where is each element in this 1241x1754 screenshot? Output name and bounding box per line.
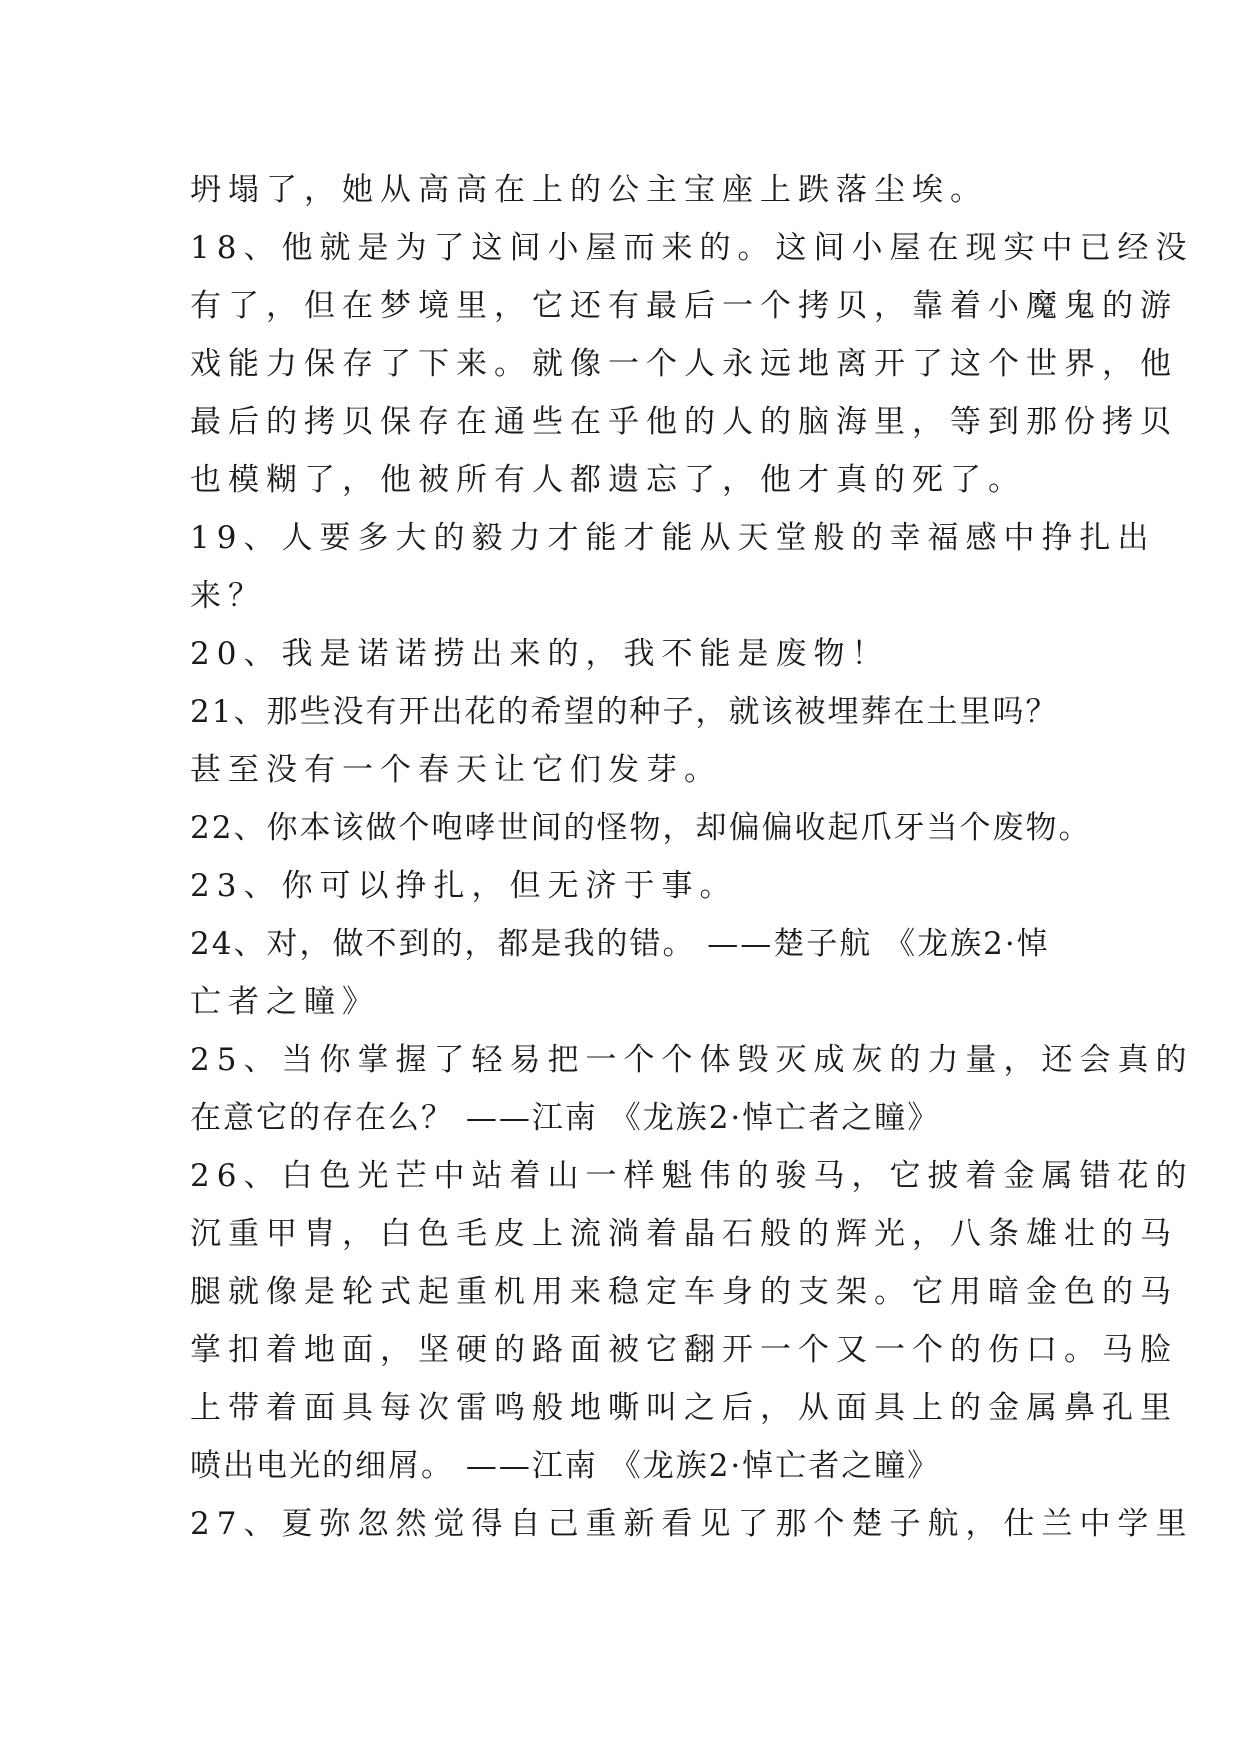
text-line: 22、你本该做个咆哮世间的怪物，却偏偏收起爪牙当个废物。 bbox=[190, 810, 1092, 846]
text-line: 21、那些没有开出花的希望的种子，就该被埋葬在土里吗？ bbox=[190, 694, 1059, 730]
text-line: 掌扣着地面，坚硬的路面被它翻开一个又一个的伤口。马脸 bbox=[190, 1332, 1178, 1368]
text-line: 23、你可以挣扎，但无济于事。 bbox=[190, 868, 738, 904]
text-line: 甚至没有一个春天让它们发芽。 bbox=[190, 752, 722, 788]
text-line: 有了，但在梦境里，它还有最后一个拷贝，靠着小魔鬼的游 bbox=[190, 288, 1178, 324]
text-line: 24、对，做不到的，都是我的错。 ——楚子航 《龙族2·悼 bbox=[190, 926, 1050, 962]
text-line: 腿就像是轮式起重机用来稳定车身的支架。它用暗金色的马 bbox=[190, 1274, 1178, 1310]
text-line: 在意它的存在么？ ——江南 《龙族2·悼亡者之瞳》 bbox=[190, 1100, 941, 1136]
text-line: 上带着面具每次雷鸣般地嘶叫之后，从面具上的金属鼻孔里 bbox=[190, 1390, 1178, 1426]
text-line: 25、当你掌握了轻易把一个个体毁灭成灰的力量，还会真的 bbox=[190, 1042, 1194, 1078]
text-line: 27、夏弥忽然觉得自己重新看见了那个楚子航，仕兰中学里 bbox=[190, 1506, 1194, 1542]
text-line: 沉重甲胄，白色毛皮上流淌着晶石般的辉光，八条雄壮的马 bbox=[190, 1216, 1178, 1252]
text-line: 坍塌了，她从高高在上的公主宝座上跌落尘埃。 bbox=[190, 172, 988, 208]
text-line: 18、他就是为了这间小屋而来的。这间小屋在现实中已经没 bbox=[190, 230, 1194, 266]
text-line: 20、我是诺诺捞出来的，我不能是废物！ bbox=[190, 636, 890, 672]
text-line: 亡者之瞳》 bbox=[190, 984, 380, 1020]
text-line: 也模糊了，他被所有人都遗忘了，他才真的死了。 bbox=[190, 462, 1026, 498]
text-line: 来？ bbox=[190, 578, 266, 614]
text-line: 喷出电光的细屑。 ——江南 《龙族2·悼亡者之瞳》 bbox=[190, 1448, 941, 1484]
text-line: 最后的拷贝保存在通些在乎他的人的脑海里，等到那份拷贝 bbox=[190, 404, 1178, 440]
text-line: 26、白色光芒中站着山一样魁伟的骏马，它披着金属错花的 bbox=[190, 1158, 1194, 1194]
text-line: 19、人要多大的毅力才能才能从天堂般的幸福感中挣扎出 bbox=[190, 520, 1156, 556]
text-line: 戏能力保存了下来。就像一个人永远地离开了这个世界，他 bbox=[190, 346, 1178, 382]
